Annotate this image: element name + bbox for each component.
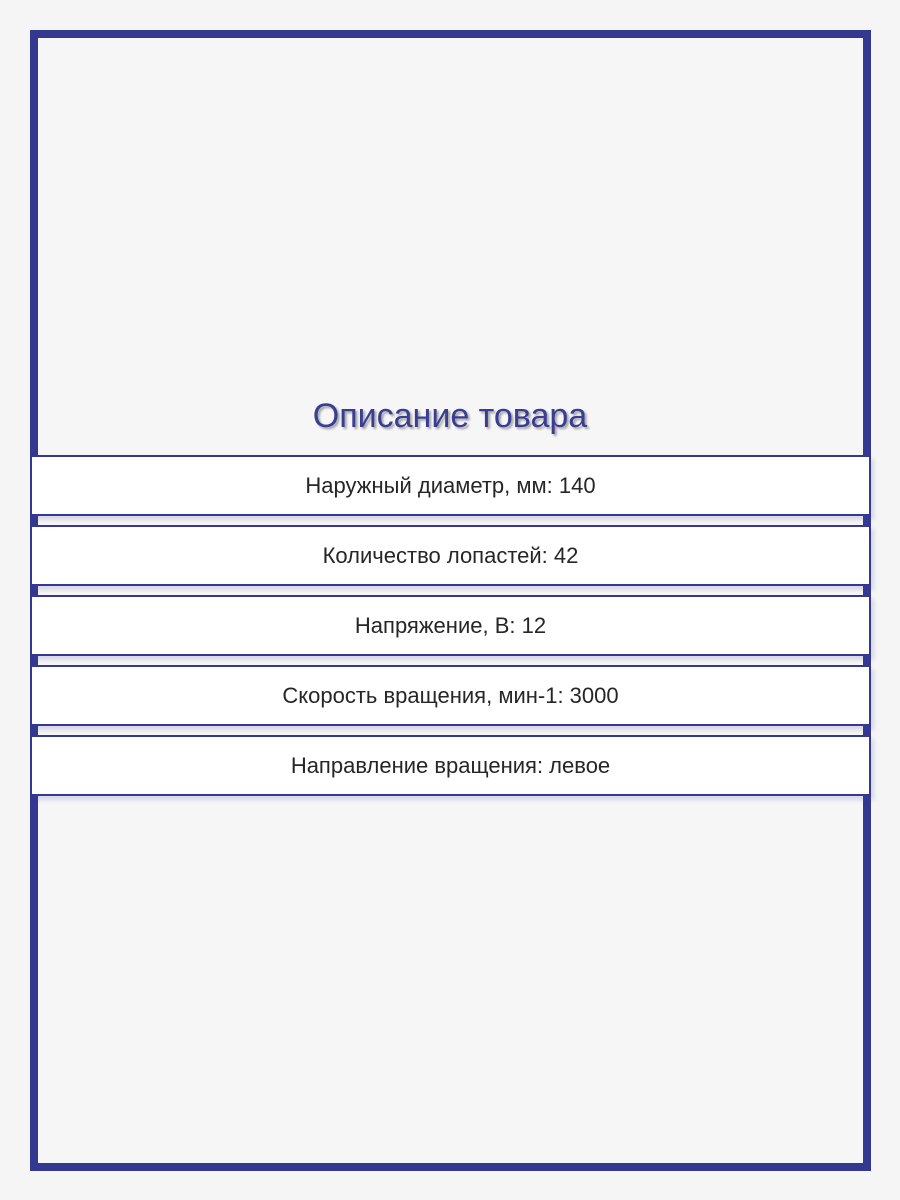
spec-row-voltage: Напряжение, В: 12 <box>30 595 871 656</box>
page-title: Описание товара <box>312 397 588 435</box>
spec-row-outer-diameter: Наружный диаметр, мм: 140 <box>30 455 871 516</box>
spec-row-rotation-speed: Скорость вращения, мин-1: 3000 <box>30 665 871 726</box>
spec-list <box>30 455 871 796</box>
spec-row-rotation-direction: Направление вращения: левое <box>30 735 871 796</box>
spec-row-blade-count: Количество лопастей: 42 <box>30 525 871 586</box>
